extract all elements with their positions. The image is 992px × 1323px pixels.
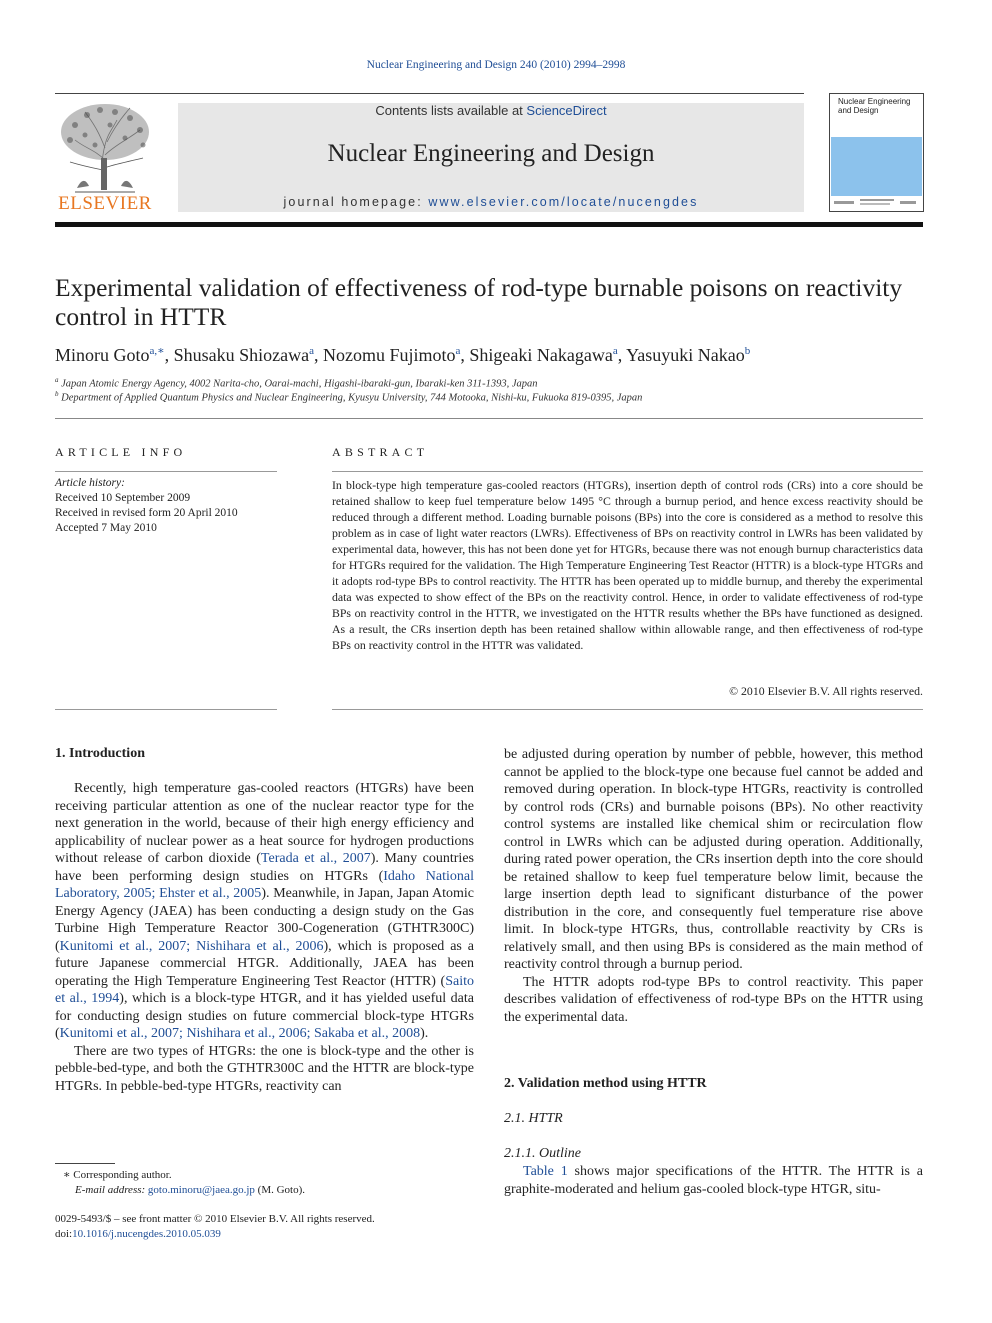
paragraph-text: ), which is a block-type HTGR, and it has yielded useful data for conducting design studies on future commercial block-type HTGRs (	[55, 991, 474, 1041]
cover-footer-icon	[834, 198, 920, 208]
journal-homepage	[178, 195, 804, 209]
doi-prefix: doi:	[55, 1228, 73, 1240]
paragraph-text: ). Many countries have been performing design studies on HTGRs (	[55, 851, 474, 884]
journal-cover-thumbnail[interactable]	[829, 93, 924, 212]
homepage-link[interactable]: www.elsevier.com/locate/nucengdes	[428, 195, 699, 209]
author-affil-mark[interactable]: a	[455, 345, 461, 357]
divider	[332, 471, 923, 472]
author-affil-mark[interactable]: a,∗	[149, 345, 165, 357]
paragraph-text: Recently, high temperature gas-cooled reactors (HTGRs) have been receiving particular attention as one of the nuclear reactor type for the next generation in the world, because of their high energy efficiency and applicability of nuclear power as a heat source for hydrogen productions without release of carbon dioxide (	[55, 781, 474, 866]
paragraph: The HTTR adopts rod-type BPs to control reactivity. This paper describes validation of effectiveness of rod-type BPs on the HTTR using the experimental data.	[504, 974, 923, 1025]
contents-prefix: Contents lists available at	[375, 103, 527, 118]
contents-line	[178, 103, 804, 118]
elsevier-logo[interactable]	[55, 100, 155, 216]
abstract-heading: ABSTRACT	[332, 445, 429, 459]
section-heading-introduction: 1. Introduction	[55, 746, 145, 761]
revised-date: Received in revised form 20 April 2010	[55, 507, 238, 519]
body-column-right-continued	[504, 1163, 923, 1198]
copyright: © 2010 Elsevier B.V. All rights reserved.	[729, 684, 923, 698]
email-suffix: (M. Goto).	[254, 1184, 306, 1196]
subsection-heading-httr: 2.1. HTTR	[504, 1111, 563, 1126]
citation-link[interactable]: Kunitomi et al., 2007; Nishihara et al., 2006; Sakaba et al., 2008	[59, 1026, 421, 1041]
email-line	[55, 1183, 474, 1198]
accepted-date: Accepted 7 May 2010	[55, 522, 157, 534]
paragraph-text: ). Meanwhile, in Japan, Japan Atomic Energy Agency (JAEA) has been conducting a design study on the Gas Turbine High Temperature Reactor 300-Cogeneration (GTHTR300C) (	[55, 886, 474, 954]
citation-link[interactable]: Kunitomi et al., 2007; Nishihara et al., 2006	[59, 938, 324, 954]
divider	[332, 709, 923, 710]
homepage-prefix: journal homepage:	[283, 195, 429, 209]
history-label: Article history:	[55, 477, 125, 489]
footnote	[55, 1168, 474, 1198]
paragraph: be adjusted during operation by number of pebble, however, this method cannot be applied to the block-type one because fuel cannot be added and removed during operation. In block-type HTGRs, reactivity is controlled by control rods (CRs) and burnable poisons (BPs). No other reactivity control systems are installed like chemical shim or recirculation flow control in LWRs which can be adjusted during operation. Additionally, during rated power operation, the CRs insertion depth into the core should be retained shallow to keep fuel temperature below limit, because the large insertion depth lead to significant disturbance of the power distribution in the core, and consequently fuel temperature rise above limit. In block-type HTGRs, thus, controllable reactivity by CRs is relatively small, and then using BPs is considered as the main method of reactivity control through a burnup period.	[504, 747, 923, 972]
outline-text: shows major specifications of the HTTR. The HTTR is a graphite-moderated and helium gas-cooled block-type HTGR, situ-	[504, 1164, 923, 1197]
divider	[55, 709, 277, 710]
subsubsection-heading-outline: 2.1.1. Outline	[504, 1146, 581, 1161]
table-1-link[interactable]: Table 1	[523, 1164, 568, 1179]
corresponding-author-note: ∗ Corresponding author.	[63, 1169, 172, 1181]
journal-title: Nuclear Engineering and Design	[327, 140, 655, 167]
affiliation-b	[55, 390, 642, 404]
email-label: E-mail address:	[75, 1184, 148, 1196]
body-column-left	[55, 780, 474, 1095]
paragraph	[504, 1163, 923, 1198]
paragraph-text: ), which is proposed as a future Japanese commercial HTGR. Additionally, JAEA has been operating the High Temperature Engineering Test Reactor (HTTR) (	[55, 938, 474, 989]
divider	[55, 471, 277, 472]
author-name[interactable]: Yasuyuki Nakao	[626, 345, 745, 365]
author-name[interactable]: Nozomu Fujimoto	[322, 345, 456, 365]
elsevier-wordmark: ELSEVIER	[58, 193, 152, 214]
article-history	[55, 476, 277, 536]
issn-line: 0029-5493/$ – see front matter © 2010 Elsevier B.V. All rights reserved.	[55, 1213, 375, 1225]
received-date: Received 10 September 2009	[55, 492, 191, 504]
author-name[interactable]: Shigeaki Nakagawa	[469, 345, 613, 365]
doi-line	[55, 1227, 474, 1242]
article-info-heading: ARTICLE INFO	[55, 445, 187, 459]
paragraph	[55, 780, 474, 1043]
citation-link[interactable]: Terada et al., 2007	[260, 851, 371, 866]
sciencedirect-link[interactable]: ScienceDirect	[526, 103, 607, 118]
affiliation-mark: b	[55, 390, 59, 398]
author-affil-mark[interactable]: a	[309, 345, 314, 357]
footnote-rule	[55, 1163, 115, 1164]
citation-link[interactable]: Saito et al., 1994	[55, 973, 474, 1006]
body-column-right	[504, 746, 923, 1026]
author-name[interactable]: Minoru Goto	[55, 345, 150, 365]
journal-citation[interactable]: Nuclear Engineering and Design 240 (2010) 2994–2998	[366, 59, 626, 71]
doi-link[interactable]: 10.1016/j.nucengdes.2010.05.039	[72, 1228, 221, 1240]
citation-link[interactable]: Idaho National Laboratory, 2005; Ehster et al., 2005	[55, 868, 474, 901]
cover-image	[831, 137, 922, 196]
author-affil-mark[interactable]: b	[744, 345, 751, 357]
author-name[interactable]: Shusaku Shiozawa	[173, 345, 310, 365]
affiliation-mark: a	[55, 376, 59, 384]
email-link[interactable]: goto.minoru@jaea.go.jp	[147, 1184, 255, 1196]
affiliation-a	[55, 376, 538, 390]
header-thick-rule	[55, 222, 923, 227]
section-heading-validation-method: 2. Validation method using HTTR	[504, 1076, 707, 1091]
affiliation-text: Department of Applied Quantum Physics and Nuclear Engineering, Kyusyu University, 744 Motooka, Nishi-ku, Fukuoka 819-0395, Japan	[61, 392, 643, 404]
abstract-text: In block-type high temperature gas-cooled reactors (HTGRs), insertion depth of control rods (CRs) into a core should be retained shallow to keep fuel temperature below 1495 °C through a burnup period, and hence excess reactivity should be reduced through a different method. Loading burnable poisons (BPs) into the core is considered as a method to resolve this problem as in case of light water reactors (LWRs). Effectiveness of BPs on reactivity control in LWRs has been validated by experimental data, however, this has not been done yet for HTGRs, because there was not enough burnup characteristics data for HTGRs required for the validation. The High Temperature Engineering Test Reactor (HTTR) is a block-type HTGRs and it adopts rod-type BPs to control reactivity. The HTTR has been operated up to middle burnup, and thereby the experimental data was expected to show effect of the BPs on the reactivity control. Hence, in order to validate effectiveness of rod-type BPs on reactivity control in the HTTR, we investigated on the HTTR results whether the BPs have functioned as designed. As a result, the CRs insertion depth has been retained shallow within allowable range, and then effectiveness of rod-type BPs on reactivity control in the HTTR was validated.	[332, 478, 923, 652]
author-list: Minoru Goto$^{a,∗}$, Shusaku Shiozawa$^a$, Nozomu Fujimoto$^a$, Shigeaki Nakagawa$^a$, Yasuyuki Nakao$^b$	[55, 345, 751, 365]
cover-title: Nuclear Engineering and Design	[838, 97, 911, 115]
divider	[55, 418, 923, 419]
front-matter	[55, 1212, 474, 1242]
top-rule	[55, 93, 804, 94]
paragraph: There are two types of HTGRs: the one is block-type and the other is pebble-bed-type, and both the GTHTR300C and the HTTR are block-type HTGRs. In pebble-bed-type HTGRs, reactivity can	[55, 1043, 474, 1094]
affiliation-text: Japan Atomic Energy Agency, 4002 Narita-cho, Oarai-machi, Higashi-ibaraki-gun, Ibaraki-ken 311-1393, Japan	[61, 378, 538, 390]
paragraph-text: ).	[420, 1026, 429, 1041]
article-title: Experimental validation of effectiveness of rod-type burnable poisons on reactivity control in HTTR	[55, 273, 903, 331]
author-affil-mark[interactable]: a	[612, 345, 618, 357]
